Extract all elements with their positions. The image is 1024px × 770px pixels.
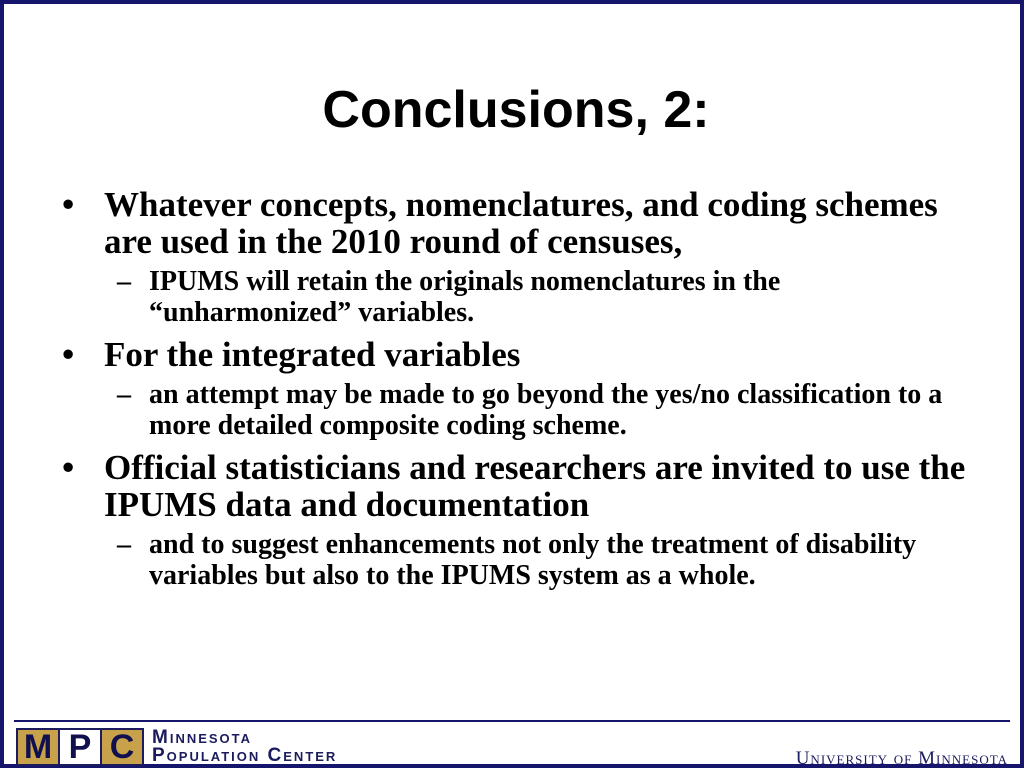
bullet-icon: • (62, 448, 75, 487)
mpc-name (152, 729, 337, 765)
university-wordmark: University of Minnesota (795, 748, 1008, 769)
bullet-item-2 (62, 336, 972, 373)
dash-icon: – (117, 529, 131, 560)
sub-bullet-item-1 (62, 266, 972, 328)
mpc-name-line2: Population Center (152, 745, 338, 766)
sub-bullet-text: an attempt may be made to go beyond the yes/no classification to a more detailed composite coding scheme. (149, 379, 943, 441)
slide-title: Conclusions, 2: (322, 81, 710, 139)
dash-icon: – (117, 266, 131, 297)
logo-letter-c: C (102, 730, 142, 764)
sub-bullet-text: IPUMS will retain the originals nomenclatures in the “unharmonized” variables. (149, 266, 781, 328)
bullet-item-1 (62, 186, 972, 260)
mpc-name-line1: Minnesota (152, 727, 253, 748)
logo-letter-m: M (18, 730, 58, 764)
logo-letter-p: P (58, 730, 102, 764)
bullet-item-3 (62, 449, 972, 523)
sub-bullet-item-3 (62, 529, 972, 591)
dash-icon: – (117, 379, 131, 410)
bullet-text: Whatever concepts, nomenclatures, and coding schemes are used in the 2010 round of censuses, (104, 185, 938, 261)
sub-bullet-text: and to suggest enhancements not only the treatment of disability variables but also to the IPUMS system as a whole. (149, 529, 917, 591)
footer-divider (14, 720, 1010, 722)
bullet-icon: • (62, 335, 75, 374)
bullet-list (62, 186, 972, 599)
bullet-text: Official statisticians and researchers are invited to use the IPUMS data and documentation (104, 448, 966, 524)
mpc-letters (16, 728, 144, 766)
sub-bullet-item-2 (62, 379, 972, 441)
mpc-logo (16, 728, 337, 766)
bullet-icon: • (62, 185, 75, 224)
bullet-text: For the integrated variables (104, 335, 521, 374)
